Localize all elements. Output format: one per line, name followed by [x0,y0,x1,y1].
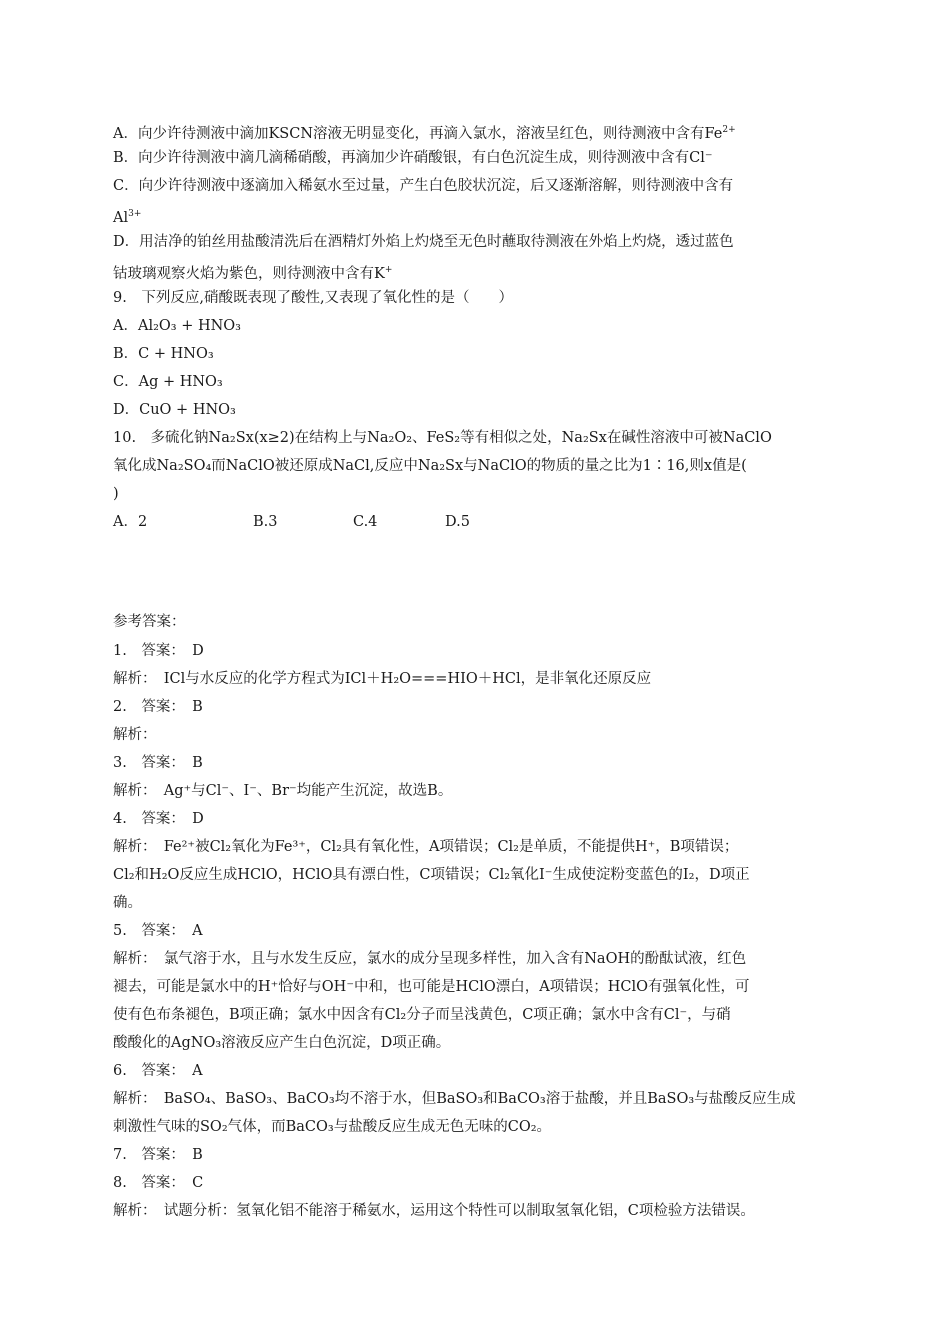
answer-line: 解析： ICl与水反应的化学方程式为ICl＋H₂O===HIO＋HCl，是非氧化还原反应 [113,671,652,687]
answer-line: 解析： Ag⁺与Cl⁻、I⁻、Br⁻均能产生沉淀，故选B。 [113,783,453,799]
q9-option-d: D．CuO + HNO₃ [113,402,236,418]
answer-line: 使有色布条褪色，B项正确；氯水中因含有Cl₂分子而呈浅黄色，C项正确；氯水中含有Cl⁻，与硝 [113,1007,731,1023]
q9-stem: 9. 下列反应,硝酸既表现了酸性,又表现了氧化性的是（ ） [113,290,514,306]
answer-line: 褪去，可能是氯水中的H⁺恰好与OH⁻中和，也可能是HClO漂白，A项错误；HClO有强氧化性，可 [113,979,750,995]
q8-option-b: B．向少许待测液中滴几滴稀硝酸，再滴加少许硝酸银，有白色沉淀生成，则待测液中含有Cl⁻ [113,150,713,166]
answer-line: 酸酸化的AgNO₃溶液反应产生白色沉淀，D项正确。 [113,1035,451,1051]
q8-option-d-cont: 钴玻璃观察火焰为紫色，则待测液中含有K+ [113,265,393,282]
answer-line: 解析： 试题分析：氢氧化铝不能溶于稀氨水，运用这个特性可以制取氢氧化铝，C项检验方法错误。 [113,1203,755,1219]
answer-line: 解析： BaSO₄、BaSO₃、BaCO₃均不溶于水，但BaSO₃和BaCO₃溶于盐酸，并且BaSO₃与盐酸反应生成 [113,1091,796,1107]
answer-line: 8. 答案： C [113,1175,204,1191]
answer-line: 解析： 氯气溶于水，且与水发生反应，氯水的成分呈现多样性，加入含有NaOH的酚酞试液，红色 [113,951,747,967]
answer-line: 4. 答案： D [113,811,204,827]
answer-line: 解析： Fe²⁺被Cl₂氧化为Fe³⁺，Cl₂具有氧化性，A项错误；Cl₂是单质，不能提供H⁺，B项错误； [113,839,739,855]
answers-heading: 参考答案： [113,614,186,630]
q8-option-c: C．向少许待测液中逐滴加入稀氨水至过量，产生白色胶状沉淀，后又逐渐溶解，则待测液中含有 [113,178,734,194]
answer-line: 3. 答案： B [113,755,203,771]
q8-option-c-cont: $Al^{3+}$ [113,209,142,226]
q9-option-c: C．Ag + HNO₃ [113,374,223,390]
answer-line: 5. 答案： A [113,923,203,939]
q8-option-d: D．用洁净的铂丝用盐酸清洗后在酒精灯外焰上灼烧至无色时蘸取待测液在外焰上灼烧，透过蓝色 [113,234,734,250]
q9-option-b: B．C + HNO₃ [113,346,214,362]
q10-option-d: D.5 [445,514,470,530]
answer-line: 6. 答案： A [113,1063,203,1079]
q10-option-a: A．2 [113,514,148,530]
q10-stem-line3: ) [113,486,119,502]
q9-option-a: A．Al₂O₃ + HNO₃ [113,318,241,334]
q10-stem-line1: 10. 多硫化钠Na₂Sx(x≥2)在结构上与Na₂O₂、FeS₂等有相似之处，Na₂Sx在碱性溶液中可被NaClO [113,430,772,446]
q10-options [113,512,470,532]
q8-option-a: A．向少许待测液中滴加KSCN溶液无明显变化，再滴入氯水，溶液呈红色，则待测液中含有$Fe^{2+}$ [113,125,736,142]
answer-line: 确。 [113,895,142,911]
answer-line: Cl₂和H₂O反应生成HClO，HClO具有漂白性，C项错误；Cl₂氧化I⁻生成使淀粉变蓝色的I₂，D项正 [113,867,750,883]
answer-line: 刺激性气味的SO₂气体，而BaCO₃与盐酸反应生成无色无味的CO₂。 [113,1119,552,1135]
q10-option-b: B.3 [253,514,278,530]
answer-line: 2. 答案： B [113,699,203,715]
answer-line: 解析： [113,727,157,743]
answer-line: 1. 答案： D [113,643,204,659]
q10-stem-line2: 氧化成Na₂SO₄而NaClO被还原成NaCl,反应中Na₂Sx与NaClO的物质的量之比为1∶16,则x值是( [113,458,747,474]
answer-line: 7. 答案： B [113,1147,203,1163]
q10-option-c: C.4 [353,514,378,530]
